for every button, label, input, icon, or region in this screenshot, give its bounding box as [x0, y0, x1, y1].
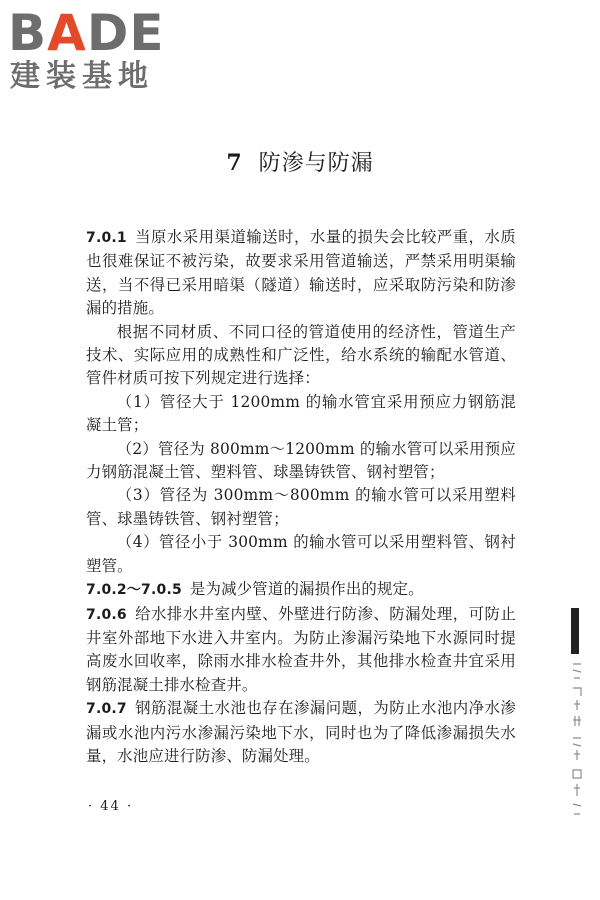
clause-text: 给水排水井室内壁、外壁进行防渗、防漏处理，可防止井室外部地下水进入井室内。为防止渗漏污染地下水源同时提高废水回收率，除雨水排水检查井外，其他排水检查井宜采用钢筋混凝土排水检查井。: [86, 604, 516, 694]
scan-edge-mark: [571, 608, 579, 654]
clause-text: 钢筋混凝土水池也存在渗漏问题，为防止水池内净水渗漏或水池内污水渗漏污染地下水，同时也为了降低渗漏损失水量，水池应进行防渗、防漏处理。: [86, 699, 516, 765]
clause-text: 是为减少管道的漏损作出的规定。: [189, 580, 424, 599]
page-number: · 44 ·: [88, 799, 134, 814]
clause-7-0-1: [86, 226, 516, 321]
list-item-4: （4）管径小于 300mm 的输水管可以采用塑料管、钢衬塑管。: [86, 533, 516, 575]
list-item-3: （3）管径为 300mm～800mm 的输水管可以采用塑料管、球墨铸铁管、钢衬塑管；: [86, 486, 516, 528]
paragraph-material-selection: 根据不同材质、不同口径的管道使用的经济性，管道生产技术、实际应用的成熟性和广泛性，给水系统的输配水管道、管件材质可按下列规定进行选择：: [86, 322, 516, 388]
clause-number: 7.0.2～7.0.5: [86, 582, 182, 599]
body-text: [86, 226, 516, 768]
clause-text: 当原水采用渠道输送时，水量的损失会比较严重，水质也很难保证不被污染，故要求采用管道输送，严禁采用明渠输送，当不得已采用暗渠（隧道）输送时，应采取防污染和防渗漏的措施。: [86, 228, 516, 318]
clause-number: 7.0.7: [86, 701, 127, 718]
clause-7-0-6: [86, 603, 516, 698]
logo-letter-b: B: [8, 4, 48, 62]
scan-edge-bleed: [570, 660, 584, 820]
chapter-title: [0, 150, 600, 177]
list-item-2: （2）管径为 800mm～1200mm 的输水管可以采用预应力钢筋混凝土管、塑料管、球墨铸铁管、钢衬塑管；: [86, 439, 516, 482]
list-item-1: （1）管径大于 1200mm 的输水管宜采用预应力钢筋混凝土管；: [86, 392, 516, 435]
chapter-title-text: 防渗与防漏: [258, 151, 374, 176]
logo-letters-de: DE: [86, 4, 165, 62]
clause-7-0-2-to-7-0-5: [86, 578, 516, 602]
bade-logo: [8, 4, 178, 96]
chapter-number: 7: [226, 150, 243, 176]
logo-brand: [8, 4, 165, 62]
logo-letter-a: A: [47, 4, 87, 62]
clause-number: 7.0.6: [86, 606, 127, 623]
logo-subtitle: 建装基地: [10, 59, 154, 94]
clause-number: 7.0.1: [86, 230, 127, 246]
clause-7-0-7: [86, 697, 516, 768]
